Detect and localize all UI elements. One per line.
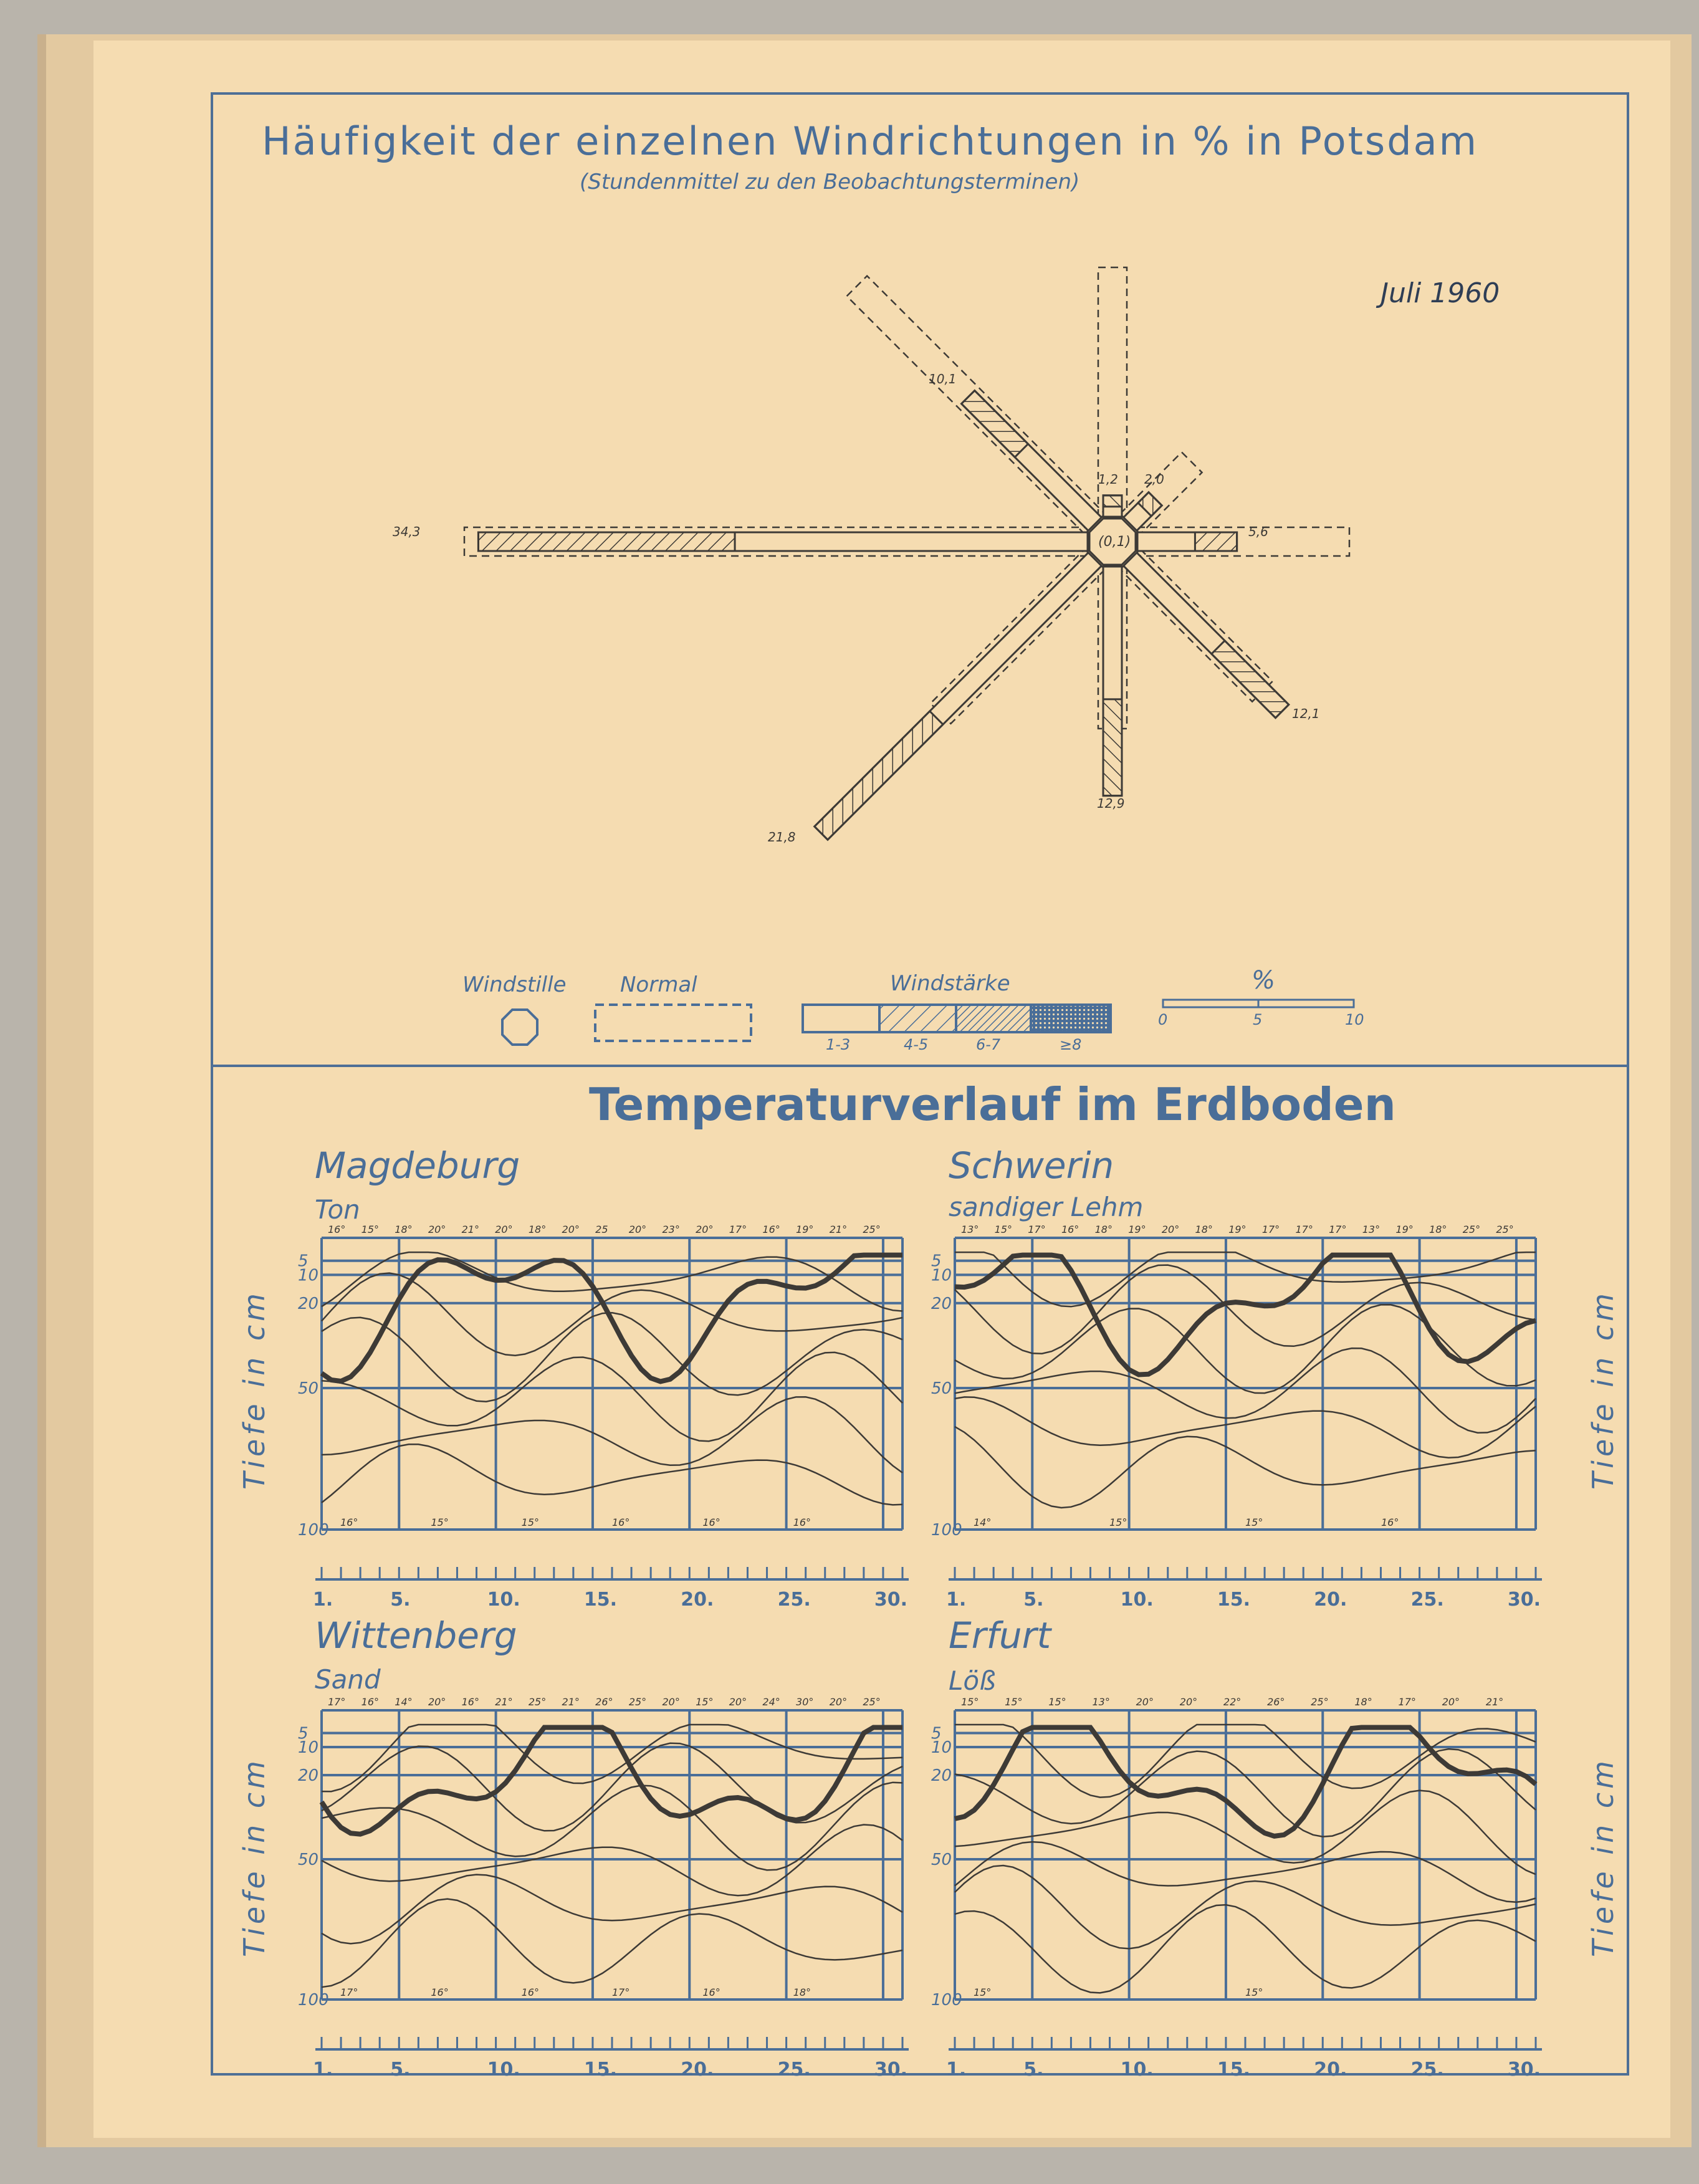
surface-temp-label: 15° <box>961 1696 979 1708</box>
day-tick-label: 10. <box>487 2059 520 2081</box>
surface-temp-label: 21° <box>1485 1696 1504 1708</box>
label-s: 12,9 <box>1097 796 1125 811</box>
isotherm-line <box>955 1265 1536 1354</box>
surface-temp-label: 16° <box>461 1696 479 1708</box>
isotherm-line <box>322 1397 902 1473</box>
deep-temp-label: 15° <box>974 1986 992 1998</box>
deep-temp-label: 16° <box>612 1516 630 1528</box>
label-w: 34,3 <box>393 524 421 539</box>
depth-tick-label: 5 <box>931 1252 942 1271</box>
panel-grid-schwerin <box>955 1238 1536 1530</box>
deep-temp-label: 16° <box>521 1986 540 1998</box>
depth-tick-label: 20 <box>298 1766 319 1785</box>
deep-temp-label: 15° <box>1245 1516 1263 1528</box>
label-ne: 2,0 <box>1144 472 1164 487</box>
soil-type-magdeburg: Ton <box>315 1194 360 1225</box>
deep-temp-label: 16° <box>1381 1516 1399 1528</box>
surface-temp-label: 20° <box>729 1696 747 1708</box>
deep-temp-label: 15° <box>431 1516 449 1528</box>
panel-erfurt <box>931 1696 1542 2081</box>
surface-temp-label: 21° <box>829 1224 848 1235</box>
wind-chart-subtitle: (Stundenmittel zu den Beobachtungsterminen) <box>580 170 1080 194</box>
day-tick-label: 20. <box>1314 2059 1347 2081</box>
surface-temp-label: 15° <box>994 1224 1013 1235</box>
isotherm-line <box>322 1783 902 1870</box>
isotherms-wittenberg <box>322 1725 902 1987</box>
isotherms-magdeburg <box>322 1252 902 1505</box>
soil-type-wittenberg: Sand <box>315 1664 381 1695</box>
surface-temp-label: 17° <box>1261 1224 1280 1235</box>
surface-temp-label: 23° <box>662 1224 680 1235</box>
day-tick-label: 20. <box>681 1589 714 1611</box>
label-n: 1,2 <box>1098 472 1118 487</box>
depth-tick-label: 50 <box>298 1851 319 1869</box>
day-tick-label: 30. <box>874 2059 908 2081</box>
day-tick-label: 20. <box>1314 1589 1347 1611</box>
month-label: Juli 1960 <box>1381 277 1500 309</box>
surface-temp-label: 20° <box>1442 1696 1460 1708</box>
panel-wittenberg <box>298 1696 909 2081</box>
surface-temp-label: 18° <box>1354 1696 1372 1708</box>
isotherm-line <box>955 1866 1536 1948</box>
surface-temp-label: 13° <box>961 1224 979 1235</box>
panel-grid-erfurt <box>955 1710 1536 2000</box>
surface-temp-label: 21° <box>562 1696 580 1708</box>
bold-isotherm-line <box>955 1728 1536 1836</box>
depth-tick-label: 100 <box>298 1991 329 2009</box>
soil-type-erfurt: Löß <box>949 1665 996 1696</box>
depth-tick-label: 10 <box>298 1266 319 1285</box>
deep-temp-label: 15° <box>1245 1986 1263 1998</box>
deep-temp-label: 16° <box>431 1986 449 1998</box>
station-name-erfurt: Erfurt <box>949 1614 1051 1657</box>
surface-temp-label: 20° <box>428 1224 446 1235</box>
surface-temp-label: 16° <box>328 1224 346 1235</box>
surface-temp-label: 26° <box>595 1696 613 1708</box>
day-tick-label: 25. <box>777 2059 811 2081</box>
surface-temp-label: 18° <box>1094 1224 1113 1235</box>
station-name-wittenberg: Wittenberg <box>315 1614 517 1657</box>
surface-temp-label: 26° <box>1267 1696 1285 1708</box>
depth-tick-label: 5 <box>931 1724 942 1743</box>
soil-type-schwerin: sandiger Lehm <box>949 1192 1144 1222</box>
surface-temp-label: 17° <box>1295 1224 1313 1235</box>
legend-force-label: Windstärke <box>890 971 1010 996</box>
surface-temp-label: 17° <box>1028 1224 1046 1235</box>
wind-chart-title: Häufigkeit der einzelnen Windrichtungen in % in Potsdam <box>262 118 1478 164</box>
surface-temp-label: 20° <box>1161 1224 1180 1235</box>
day-tick-label: 10. <box>1120 1589 1154 1611</box>
surface-temp-label: 19° <box>796 1224 814 1235</box>
surface-temp-label: 20° <box>829 1696 848 1708</box>
surface-temp-label: 16° <box>1061 1224 1079 1235</box>
day-tick-label: 25. <box>1410 1589 1444 1611</box>
day-tick-label: 15. <box>583 2059 618 2081</box>
day-tick-label: 15. <box>583 1589 618 1611</box>
day-tick-label: 30. <box>1507 1589 1541 1611</box>
depth-tick-label: 20 <box>298 1294 319 1313</box>
day-tick-label: 10. <box>487 1589 520 1611</box>
depth-tick-label: 50 <box>931 1379 952 1398</box>
surface-temp-label: 25° <box>1496 1224 1514 1235</box>
depth-tick-label: 10 <box>298 1738 319 1757</box>
surface-temp-label: 20° <box>696 1224 714 1235</box>
day-tick-label: 15. <box>1217 1589 1251 1611</box>
depth-tick-label: 50 <box>298 1379 319 1398</box>
isotherm-line <box>955 1749 1536 1837</box>
surface-temp-label: 30° <box>796 1696 814 1708</box>
isotherms-schwerin <box>955 1252 1536 1508</box>
day-tick-label: 1. <box>946 1589 967 1611</box>
isotherm-line <box>955 1842 1536 1902</box>
panel-schwerin <box>931 1224 1542 1611</box>
surface-temp-label: 22° <box>1223 1696 1242 1708</box>
surface-temp-label: 14° <box>395 1696 413 1708</box>
surface-temp-label: 15° <box>361 1224 380 1235</box>
depth-axis-label-left-bottom: Tiefe in cm <box>237 1757 271 1957</box>
surface-temp-label: 20° <box>628 1224 647 1235</box>
day-tick-label: 20. <box>681 2059 714 2081</box>
deep-temp-label: 18° <box>793 1986 811 1998</box>
deep-temp-label: 15° <box>521 1516 540 1528</box>
surface-temp-label: 15° <box>1005 1696 1023 1708</box>
legend-scale-tick-5: 5 <box>1253 1011 1263 1028</box>
isotherm-line <box>955 1305 1536 1393</box>
legend-scale-tick-0: 0 <box>1158 1011 1168 1028</box>
deep-temp-label: 16° <box>702 1516 720 1528</box>
surface-temp-label: 20° <box>1136 1696 1154 1708</box>
isotherm-line <box>322 1743 902 1831</box>
panel-magdeburg <box>298 1224 909 1611</box>
day-tick-label: 10. <box>1120 2059 1154 2081</box>
surface-temp-label: 15° <box>1048 1696 1066 1708</box>
deep-temp-label: 16° <box>793 1516 811 1528</box>
surface-temp-label: 18° <box>1195 1224 1213 1235</box>
surface-temp-label: 25° <box>863 1696 881 1708</box>
surface-temp-label: 20° <box>562 1224 580 1235</box>
surface-temp-label: 20° <box>662 1696 680 1708</box>
calm-value: (0,1) <box>1098 534 1131 550</box>
legend-force-class-2: 4-5 <box>904 1036 929 1053</box>
label-e: 5,6 <box>1248 524 1268 539</box>
surface-temp-label: 17° <box>1398 1696 1416 1708</box>
isotherm-line <box>955 1427 1536 1508</box>
station-name-schwerin: Schwerin <box>949 1144 1114 1187</box>
depth-tick-label: 100 <box>931 1521 962 1540</box>
surface-temp-label: 20° <box>428 1696 446 1708</box>
isotherm-line <box>955 1725 1536 1798</box>
depth-tick-label: 100 <box>298 1521 329 1540</box>
day-tick-label: 5. <box>1023 2059 1044 2081</box>
depth-tick-label: 50 <box>931 1851 952 1869</box>
day-tick-label: 1. <box>313 2059 333 2081</box>
surface-temp-label: 25° <box>863 1224 881 1235</box>
label-se: 12,1 <box>1292 706 1320 721</box>
surface-temp-label: 21° <box>461 1224 479 1235</box>
surface-temp-label: 25° <box>1311 1696 1329 1708</box>
bold-isotherm-line <box>322 1728 902 1834</box>
surface-temp-label: 16° <box>762 1224 780 1235</box>
depth-tick-label: 10 <box>931 1738 952 1757</box>
legend-scale-label: % <box>1252 966 1276 995</box>
isotherm-line <box>955 1791 1536 1875</box>
surface-temp-label: 21° <box>495 1696 513 1708</box>
deep-temp-label: 17° <box>612 1986 630 1998</box>
day-tick-label: 30. <box>874 1589 908 1611</box>
depth-tick-label: 100 <box>931 1991 962 2009</box>
day-tick-label: 25. <box>1410 2059 1444 2081</box>
day-tick-label: 25. <box>777 1589 811 1611</box>
surface-temp-label: 25° <box>528 1696 547 1708</box>
day-tick-label: 1. <box>946 2059 967 2081</box>
surface-temp-label: 25° <box>1462 1224 1481 1235</box>
surface-temp-label: 13° <box>1362 1224 1381 1235</box>
surface-temp-label: 18° <box>528 1224 547 1235</box>
depth-tick-label: 20 <box>931 1766 952 1785</box>
panel-grid-wittenberg <box>322 1710 902 2000</box>
surface-temp-label: 17° <box>729 1224 747 1235</box>
isotherm-line <box>955 1397 1536 1457</box>
isotherm-line <box>322 1444 902 1505</box>
depth-tick-label: 10 <box>931 1266 952 1285</box>
legend-force-class-1: 1-3 <box>826 1036 851 1053</box>
legend-scale-tick-10: 10 <box>1345 1011 1364 1028</box>
isotherm-line <box>322 1353 902 1441</box>
depth-tick-label: 5 <box>298 1252 309 1271</box>
deep-temp-label: 17° <box>340 1986 358 1998</box>
isotherm-line <box>322 1875 902 1944</box>
day-tick-label: 5. <box>1023 1589 1044 1611</box>
day-tick-label: 1. <box>313 1589 333 1611</box>
day-tick-label: 15. <box>1217 2059 1251 2081</box>
depth-axis-label-left-top: Tiefe in cm <box>237 1290 271 1490</box>
depth-tick-label: 20 <box>931 1294 952 1313</box>
surface-temp-label: 19° <box>1128 1224 1146 1235</box>
surface-temp-label: 24° <box>762 1696 780 1708</box>
surface-temp-label: 15° <box>696 1696 714 1708</box>
surface-temp-label: 19° <box>1228 1224 1247 1235</box>
surface-temp-label: 18° <box>395 1224 413 1235</box>
deep-temp-label: 15° <box>1109 1516 1127 1528</box>
deep-temp-label: 14° <box>974 1516 992 1528</box>
surface-temp-label: 20° <box>495 1224 513 1235</box>
depth-axis-label-right-bottom: Tiefe in cm <box>1586 1757 1620 1957</box>
surface-temp-label: 16° <box>361 1696 380 1708</box>
legend-force-class-3: 6-7 <box>976 1036 1001 1053</box>
day-tick-label: 30. <box>1507 2059 1541 2081</box>
legend-normal-label: Normal <box>620 972 697 997</box>
station-name-magdeburg: Magdeburg <box>315 1144 520 1187</box>
legend-force-class-4: ≥8 <box>1060 1036 1082 1053</box>
legend-calm-label: Windstille <box>462 972 567 997</box>
day-tick-label: 5. <box>390 1589 411 1611</box>
surface-temp-label: 25 <box>595 1224 608 1235</box>
surface-temp-label: 20° <box>1179 1696 1198 1708</box>
label-sw: 21,8 <box>768 830 796 845</box>
surface-temp-label: 17° <box>328 1696 346 1708</box>
soil-chart-title: Temperaturverlauf im Erdboden <box>589 1078 1396 1131</box>
depth-tick-label: 5 <box>298 1724 309 1743</box>
surface-temp-label: 13° <box>1092 1696 1110 1708</box>
label-nw: 10,1 <box>929 371 957 386</box>
deep-temp-label: 16° <box>702 1986 720 1998</box>
deep-temp-label: 16° <box>340 1516 358 1528</box>
surface-temp-label: 17° <box>1329 1224 1347 1235</box>
surface-temp-label: 19° <box>1395 1224 1414 1235</box>
depth-axis-label-right-top: Tiefe in cm <box>1586 1290 1620 1490</box>
surface-temp-label: 25° <box>628 1696 647 1708</box>
day-tick-label: 5. <box>390 2059 411 2081</box>
surface-temp-label: 18° <box>1429 1224 1447 1235</box>
